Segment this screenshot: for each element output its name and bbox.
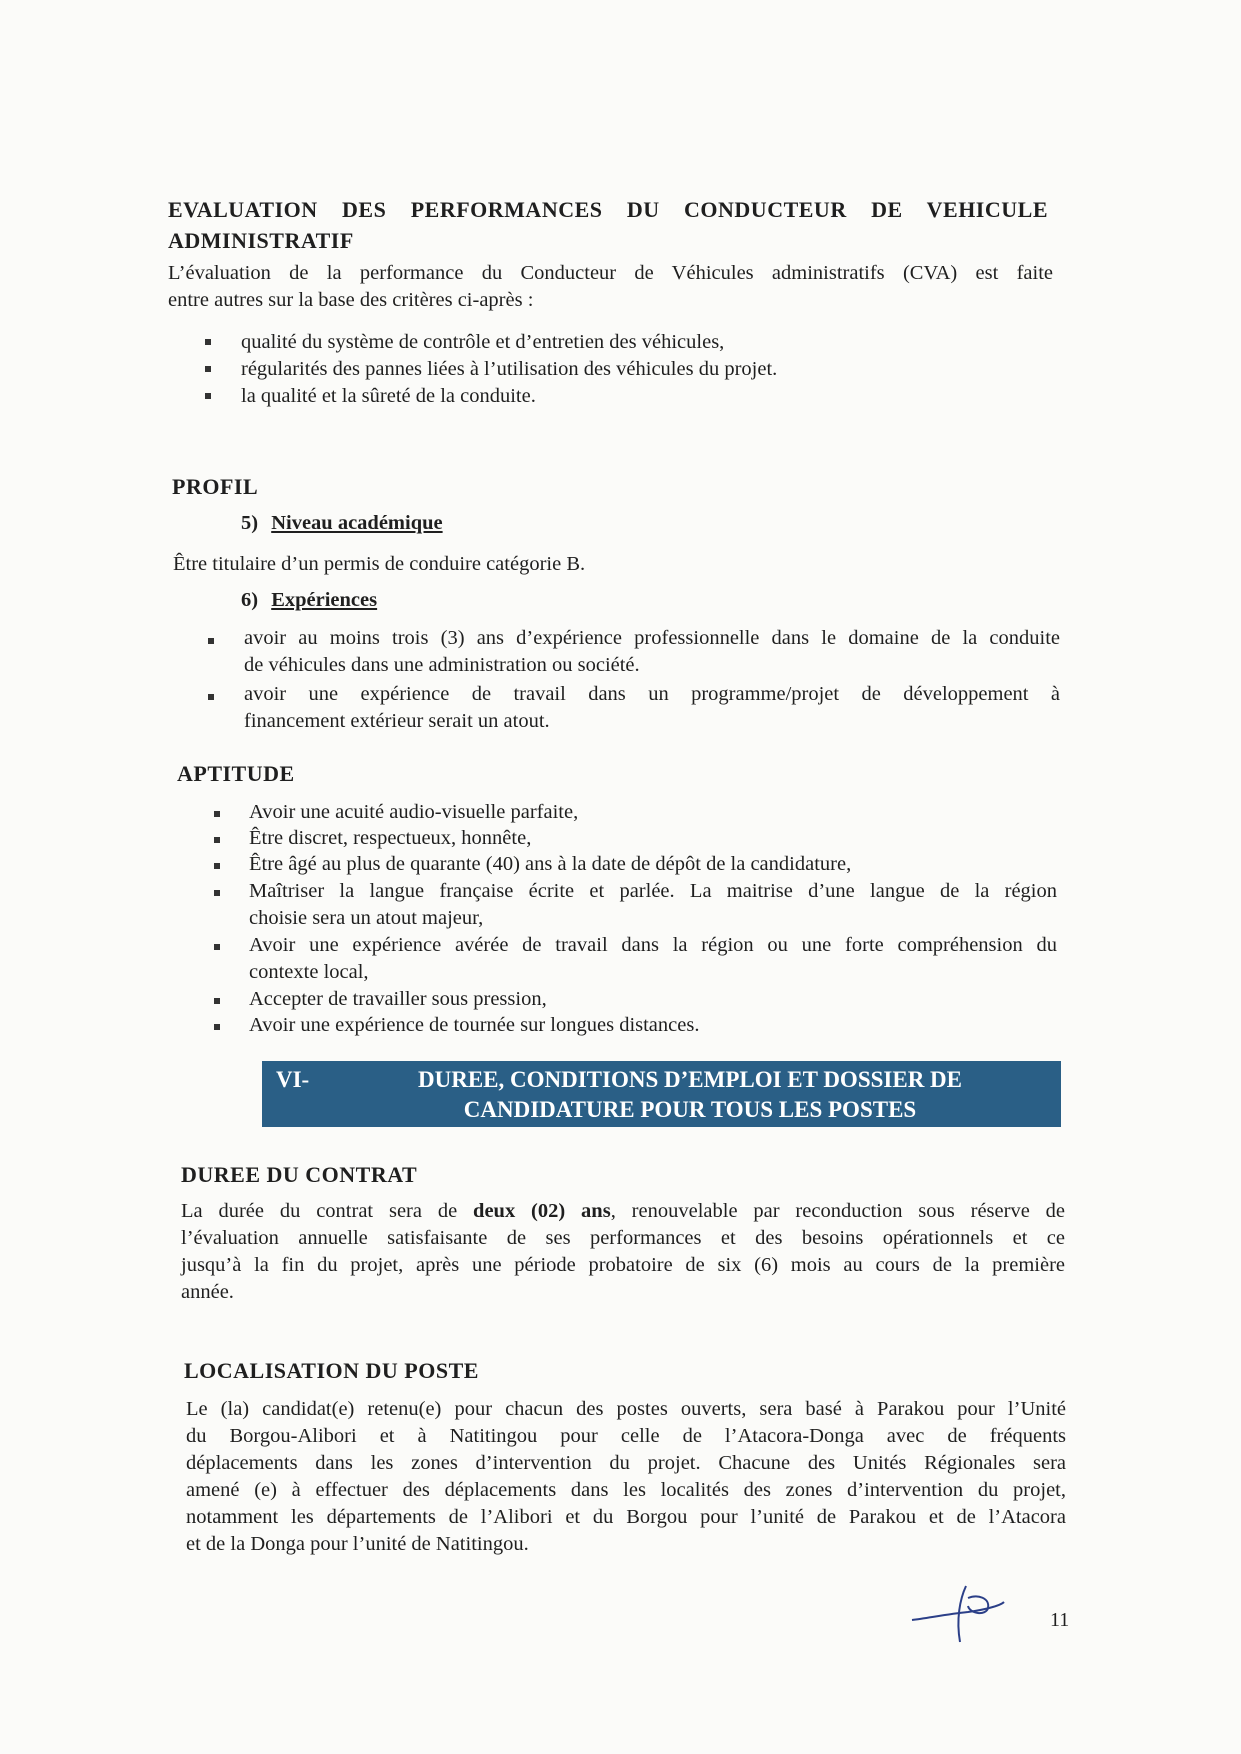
list-item	[214, 878, 1064, 932]
localisation-line: du Borgou-Alibori et à Natitingou pour celle de l’Atacora-Donga avec de fréquents	[186, 1425, 1066, 1447]
niveau-heading	[241, 512, 443, 535]
list-item	[208, 681, 1058, 737]
duree-line1	[181, 1198, 1065, 1225]
page-number: 11	[1050, 1609, 1070, 1631]
niveau-label: Niveau académique	[271, 512, 443, 534]
eval-title-line1: EVALUATION DES PERFORMANCES DU CONDUCTEUR DE VEHICULE	[168, 197, 1048, 222]
list-item	[208, 625, 1058, 681]
experiences-heading	[241, 589, 377, 612]
localisation-line: amené (e) à effectuer des déplacements dans les localités des zones d’intervention du projet,	[186, 1479, 1066, 1501]
list-item-text: Être âgé au plus de quarante (40) ans à la date de dépôt de la candidature,	[249, 853, 852, 875]
signature-icon	[908, 1584, 1008, 1644]
bullet-icon	[205, 366, 211, 372]
list-item-text: régularités des pannes liées à l’utilisation des véhicules du projet.	[241, 358, 778, 380]
experiences-list	[208, 625, 1058, 737]
bullet-icon	[208, 694, 214, 700]
niveau-number: 5)	[241, 512, 259, 534]
list-item-text: Être discret, respectueux, honnête,	[249, 827, 532, 849]
duree-title: DUREE DU CONTRAT	[181, 1162, 418, 1187]
banner-title-line2: CANDIDATURE POUR TOUS LES POSTES	[463, 1097, 917, 1122]
localisation-line: notamment les départements de l’Alibori et du Borgou pour l’unité de Parakou et de l’Atacora	[186, 1506, 1066, 1528]
duree-line2: l’évaluation annuelle satisfaisante de ses performances et des besoins opérationnels et ce	[181, 1227, 1065, 1249]
bullet-icon	[214, 811, 220, 817]
list-item-text: Maîtriser la langue française écrite et parlée. La maitrise d’une langue de la région	[249, 880, 1057, 902]
list-item-text: de véhicules dans une administration ou société.	[244, 654, 640, 676]
eval-title-line2: ADMINISTRATIF	[168, 228, 354, 253]
list-item-text: contexte local,	[249, 961, 369, 983]
list-item-text: Avoir une expérience avérée de travail dans la région ou une forte compréhension du	[249, 934, 1057, 956]
localisation-title: LOCALISATION DU POSTE	[184, 1358, 479, 1383]
list-item	[205, 329, 1065, 356]
list-item-text: la qualité et la sûreté de la conduite.	[241, 385, 536, 407]
eval-intro-line2: entre autres sur la base des critères ci-après :	[168, 289, 534, 311]
bullet-icon	[205, 339, 211, 345]
bullet-icon	[214, 837, 220, 843]
list-item	[205, 383, 1065, 410]
profil-title: PROFIL	[172, 474, 259, 499]
banner-number: VI-	[276, 1067, 310, 1092]
aptitude-title: APTITUDE	[177, 761, 295, 786]
list-item	[214, 825, 1064, 851]
duree-line4: année.	[181, 1281, 234, 1303]
bullet-icon	[214, 944, 220, 950]
bullet-icon	[214, 1024, 220, 1030]
aptitude-list	[214, 799, 1064, 1038]
list-item-text: financement extérieur serait un atout.	[244, 710, 550, 732]
duree-text: , renouvelable par reconduction sous réserve de	[610, 1200, 1065, 1222]
list-item-text: Accepter de travailler sous pression,	[249, 988, 547, 1010]
localisation-line: et de la Donga pour l’unité de Natitingou.	[186, 1533, 529, 1555]
list-item	[214, 799, 1064, 825]
bullet-icon	[208, 638, 214, 644]
duree-text: La durée du contrat sera de	[181, 1200, 458, 1222]
duree-line3: jusqu’à la fin du projet, après une période probatoire de six (6) mois au cours de la première	[181, 1254, 1065, 1276]
niveau-text: Être titulaire d’un permis de conduire catégorie B.	[173, 553, 586, 575]
list-item	[205, 356, 1065, 383]
experiences-label: Expériences	[271, 589, 378, 611]
localisation-line: déplacements dans les zones d’intervention du projet. Chacune des Unités Régionales sera	[186, 1452, 1066, 1474]
banner-title-line1: DUREE, CONDITIONS D’EMPLOI ET DOSSIER DE	[417, 1067, 962, 1092]
list-item-text: Avoir une expérience de tournée sur longues distances.	[249, 1014, 700, 1036]
list-item	[214, 932, 1064, 986]
list-item	[214, 1012, 1064, 1038]
bullet-icon	[214, 890, 220, 896]
experiences-number: 6)	[241, 589, 259, 611]
eval-intro-line1: L’évaluation de la performance du Conducteur de Véhicules administratifs (CVA) est faite	[168, 262, 1053, 284]
list-item-text: avoir au moins trois (3) ans d’expérience professionnelle dans le domaine de la conduite	[244, 627, 1060, 649]
bullet-icon	[214, 863, 220, 869]
list-item	[214, 851, 1064, 878]
bullet-icon	[214, 998, 220, 1004]
duree-duration: deux (02) ans	[473, 1200, 611, 1222]
bullet-icon	[205, 393, 211, 399]
list-item-text: qualité du système de contrôle et d’entretien des véhicules,	[241, 331, 725, 353]
section-banner	[262, 1061, 1061, 1127]
localisation-line: Le (la) candidat(e) retenu(e) pour chacun des postes ouverts, sera basé à Parakou pour l’Unité	[186, 1398, 1066, 1420]
eval-criteria-list	[205, 329, 1065, 410]
list-item-text: avoir une expérience de travail dans un programme/projet de développement à	[244, 683, 1060, 705]
list-item-text: Avoir une acuité audio-visuelle parfaite,	[249, 801, 579, 823]
list-item	[214, 986, 1064, 1012]
list-item-text: choisie sera un atout majeur,	[249, 907, 484, 929]
